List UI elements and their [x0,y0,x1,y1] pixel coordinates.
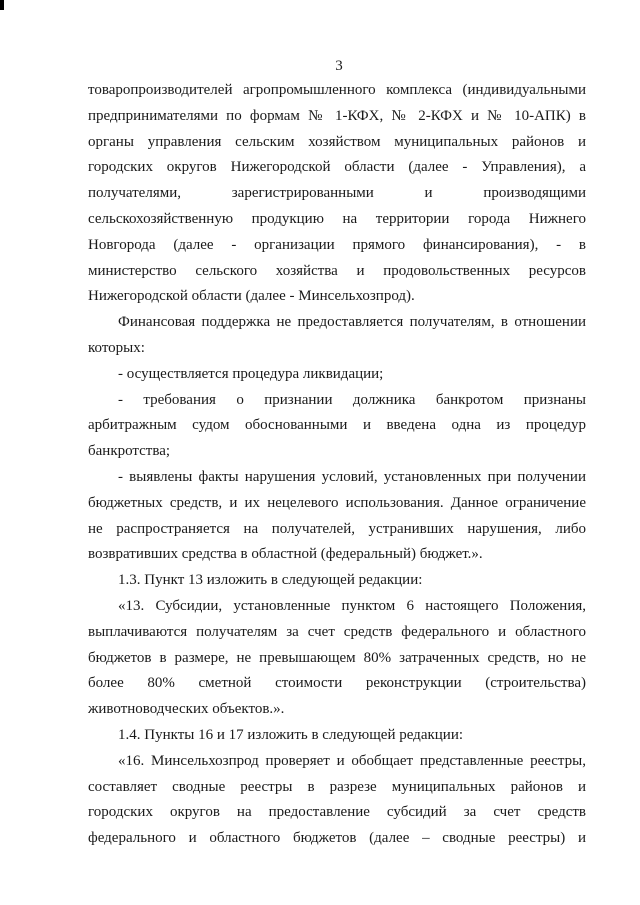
page-number: 3 [335,58,343,74]
text-line: арбитражным судом обоснованными и введена одна из процедур [88,417,586,434]
text-line: банкротства; [88,443,171,460]
text-line: получателями, зарегистрированными и производящими [88,185,586,202]
text-line: 1.3. Пункт 13 изложить в следующей редакции: [118,572,423,589]
text-line: сельскохозяйственную продукцию на территории города Нижнего [88,210,586,227]
text-line: которых: [88,339,145,356]
text-line: - осуществляется процедура ликвидации; [118,365,384,382]
text-line: выплачиваются получателям за счет средств федерального и областного [88,623,586,640]
text-line: животноводческих объектов.». [88,701,285,718]
text-line: предпринимателями по формам № 1-КФХ, № 2-КФХ и № 10-АПК) в [88,107,586,124]
text-line: министерство сельского хозяйства и продовольственных ресурсов [88,262,586,279]
document-body [88,78,586,852]
text-line: составляет сводные реестры в разрезе муниципальных районов и [88,778,586,795]
text-line: - выявлены факты нарушения условий, установленных при получении [118,468,586,485]
text-line: товаропроизводителей агропромышленного комплекса (индивидуальными [88,82,586,98]
text-line: - требования о признании должника банкротом признаны [118,391,586,408]
scan-corner-mark [0,0,4,10]
text-line: бюджетов в размере, не превышающем 80% затраченных средств, но не [88,649,586,666]
text-line: городских округов Нижегородской области (далее - Управления), а [88,159,586,176]
text-line: возвративших средства в областной (федеральный) бюджет.». [88,546,483,563]
text-line: «13. Субсидии, установленные пунктом 6 настоящего Положения, [118,597,586,614]
text-line: бюджетных средств, и их нецелевого использования. Данное ограничение [88,494,586,511]
text-line: более 80% сметной стоимости реконструкции (строительства) [88,675,586,692]
text-line: Новгорода (далее - организации прямого финансирования), - в [88,236,586,253]
text-line: «16. Минсельхозпрод проверяет и обобщает представленные реестры, [118,752,586,769]
text-line: федерального и областного бюджетов (далее – сводные реестры) и [88,830,586,847]
text-line: не распространяется на получателей, устранивших нарушения, либо [88,520,586,537]
text-line: органы управления сельским хозяйством муниципальных районов и [88,133,586,150]
text-line: 1.4. Пункты 16 и 17 изложить в следующей редакции: [118,726,464,743]
text-line: городских округов на предоставление субсидий за счет средств [88,804,586,821]
text-line: Финансовая поддержка не предоставляется получателям, в отношении [118,314,586,331]
text-line: Нижегородской области (далее - Минсельхозпрод). [88,288,415,305]
